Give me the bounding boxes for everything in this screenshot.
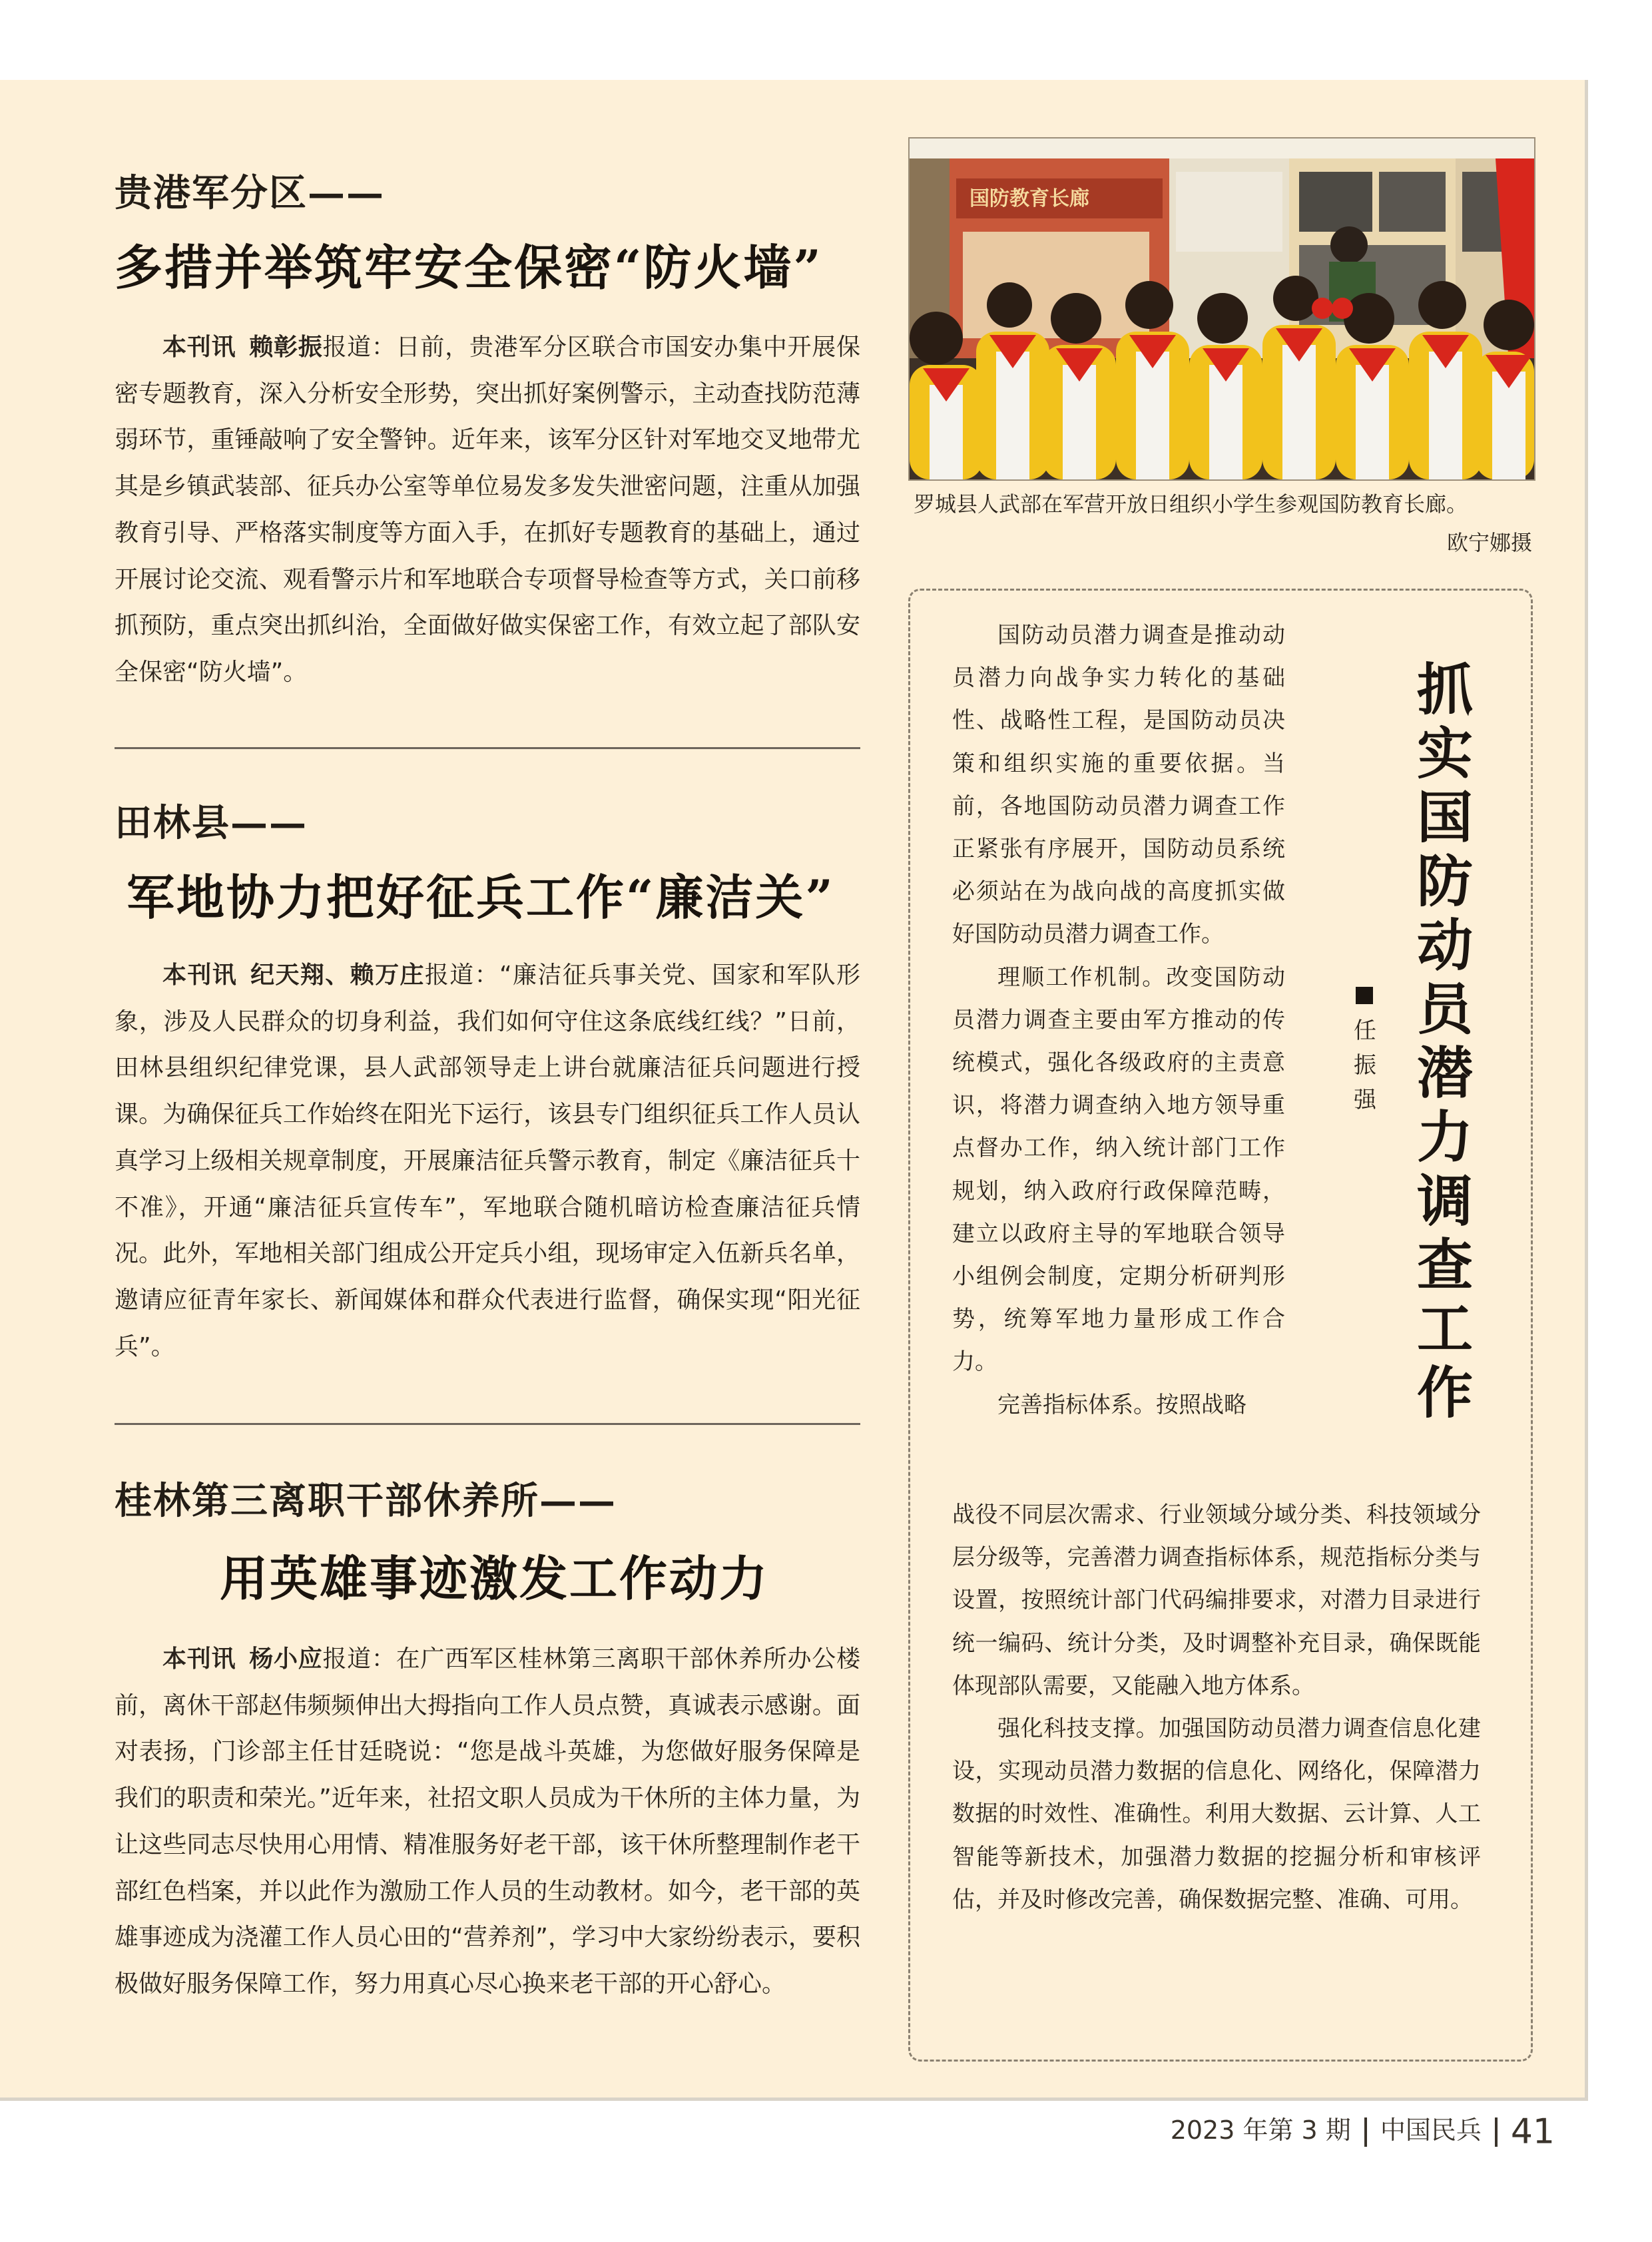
article-divider-1 [115,747,860,749]
photo-credit: 欧宁娜摄 [1446,530,1532,555]
sidebar-author: 任振强 [1354,1017,1376,1113]
svg-text:国防教育长廊: 国防教育长廊 [969,187,1089,210]
news-photo [908,137,1535,481]
sidebar-paragraph-continuation: 战役不同层次需求、行业领域分域分类、科技领域分层分级等，完善潜力调查指标体系，规范指标分类与设置，按照统计部门代码编排要求，对潜力目录进行统一编码、统计分类，及时调整补充目录，确保既能体现部队需要，又能融入地方体系。 [952,1502,1481,1699]
footer-magazine: 中国民兵 [1380,2115,1482,2145]
article-divider-2 [115,1423,860,1425]
article-3-headline: 用英雄事迹激发工作动力 [220,1550,770,1607]
sidebar-paragraph: 完善指标体系。按照战略 [997,1391,1246,1418]
article-3-body [115,1636,860,2008]
article-2-body [115,952,860,1370]
sidebar-wide-text [952,1494,1481,1921]
article-1-author: 赖彰振 [249,334,323,361]
footer-issue: 2023 年第 3 期 [1170,2115,1351,2145]
sidebar-paragraph: 国防动员潜力调查是推动动员潜力向战争实力转化的基础性、战略性工程，是国防动员决策和组织实施的重要依据。当前，各地国防动员潜力调查工作正紧张有序展开，国防动员系统必须站在为战向战的高度抓实做好国防动员潜力调查工作。 [952,622,1285,948]
article-2-headline: 军地协力把好征兵工作“廉洁关” [127,869,835,926]
article-1-headline: 多措并举筑牢安全保密“防火墙” [115,239,823,296]
page-number: 41 [1510,2111,1555,2152]
photo-caption: 罗城县人武部在军营开放日组织小学生参观国防教育长廊。 [914,491,1468,517]
article-1-kicker: 贵港军分区—— [115,171,385,215]
sidebar-paragraph: 理顺工作机制。改变国防动员潜力调查主要由军方推动的传统模式，强化各级政府的主责意识，将潜力调查纳入地方领导重点督办工作，纳入统计部门工作规划，纳入政府行政保障范畴，建立以政府主导的军地联合领导小组例会制度，定期分析研判形势，统筹军地力量形成工作合力。 [952,964,1285,1376]
article-1-source: 本刊讯 [162,334,236,361]
article-2-source: 本刊讯 [162,962,238,989]
article-1-text: 报道：日前，贵港军分区联合市国安办集中开展保密专题教育，深入分析安全形势，突出抓好案例警示，主动查找防范薄弱环节，重锤敲响了安全警钟。近年来，该军分区针对军地交叉地带尤其是乡镇武装部、征兵办公室等单位易发多发失泄密问题，注重从加强教育引导、严格落实制度等方面入手，在抓好专题教育的基础上，通过开展讨论交流、观看警示片和军地联合专项督导检查等方式，关口前移抓预防，重点突出抓纠治，全面做好做实保密工作，有效立起了部队安全保密“防火墙”。 [115,334,860,686]
sidebar-narrow-text [952,614,1285,1426]
article-2-author: 纪天翔、赖万庄 [250,962,425,989]
article-2-kicker: 田林县—— [115,801,308,845]
article-3-source: 本刊讯 [162,1645,236,1673]
schoolchildren-exhibit-illustration [910,139,1534,479]
sidebar-title: 抓实国防动员潜力调查工作 [1416,657,1473,1426]
author-marker-icon [1356,987,1373,1004]
article-3-author: 杨小应 [249,1645,323,1673]
article-3-text: 报道：在广西军区桂林第三离职干部休养所办公楼前，离休干部赵伟频频伸出大拇指向工作人员点赞，真诚表示感谢。面对表扬，门诊部主任甘廷晓说：“您是战斗英雄，为您做好服务保障是我们的职责和荣光。”近年来，社招文职人员成为干休所的主体力量，为让这些同志尽快用心用情、精准服务好老干部，该干休所整理制作老干部红色档案，并以此作为激励工作人员的生动教材。如今，老干部的英雄事迹成为浇灌工作人员心田的“营养剂”，学习中大家纷纷表示，要积极做好服务保障工作，努力用真心尽心换来老干部的开心舒心。 [115,1645,860,1998]
footer-separator [1364,2117,1367,2147]
article-2-text: 报道：“廉洁征兵事关党、国家和军队形象，涉及人民群众的切身利益，我们如何守住这条底线红线？”日前，田林县组织纪律党课，县人武部领导走上讲台就廉洁征兵问题进行授课。为确保征兵工作始终在阳光下运行，该县专门组织征兵工作人员认真学习上级相关规章制度，开展廉洁征兵警示教育，制定《廉洁征兵十不准》，开通“廉洁征兵宣传车”，军地联合随机暗访检查廉洁征兵情况。此外，军地相关部门组成公开定兵小组，现场审定入伍新兵名单，邀请应征青年家长、新闻媒体和群众代表进行监督，确保实现“阳光征兵”。 [115,962,860,1360]
page-footer [1171,2109,1555,2152]
footer-separator [1495,2117,1498,2147]
article-1-body [115,324,860,696]
article-3-kicker: 桂林第三离职干部休养所—— [115,1479,617,1523]
sidebar-paragraph: 强化科技支撑。加强国防动员潜力调查信息化建设，实现动员潜力数据的信息化、网络化，保障潜力数据的时效性、准确性。利用大数据、云计算、人工智能等新技术，加强潜力数据的挖掘分析和审核评估，并及时修改完善，确保数据完整、准确、可用。 [952,1715,1481,1913]
